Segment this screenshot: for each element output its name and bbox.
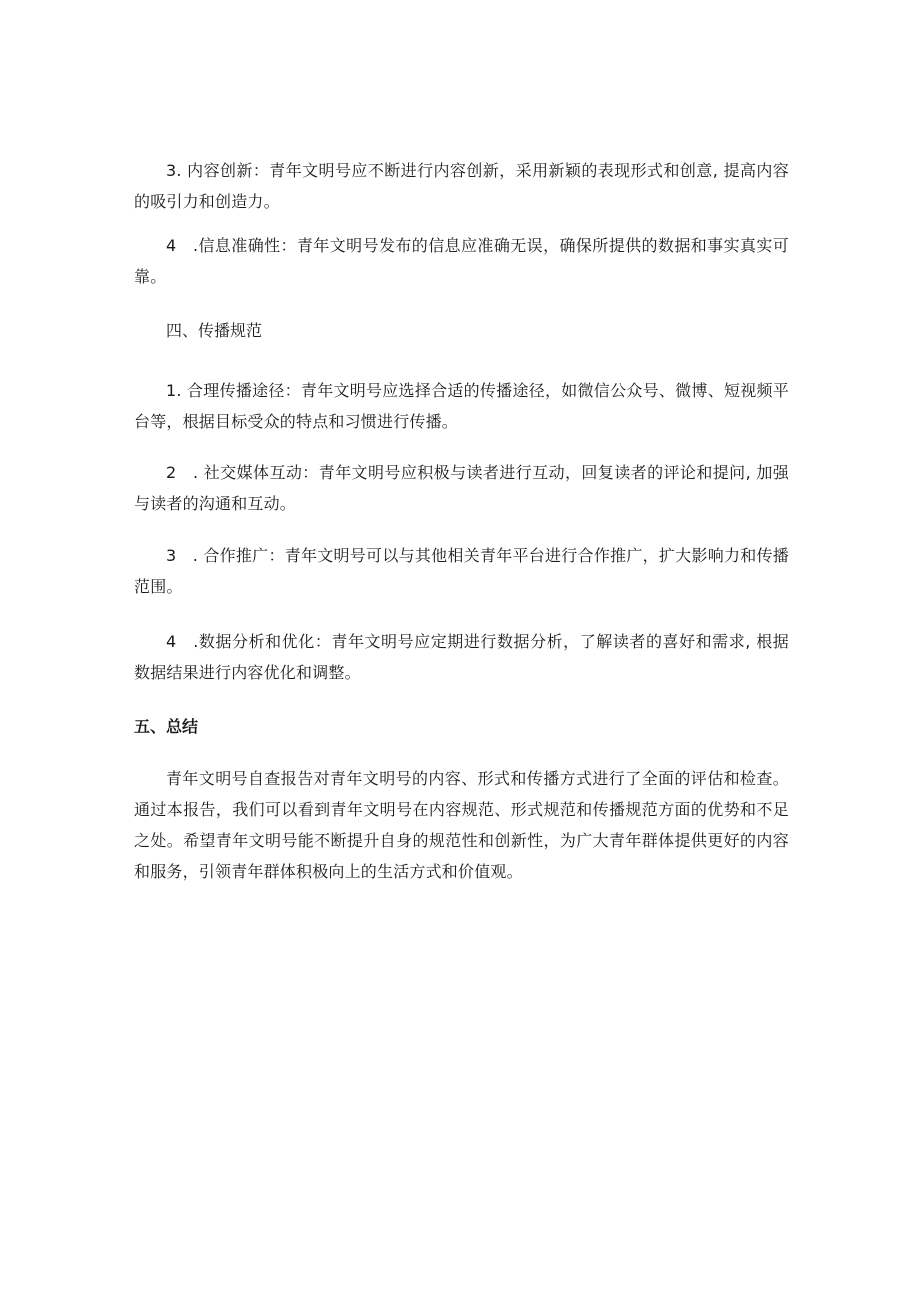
paragraph-cooperation: 3 . 合作推广：青年文明号可以与其他相关青年平台进行合作推广，扩大影响力和传播范围。 — [134, 546, 789, 596]
section-heading-spread-norms: 四、传播规范 — [166, 321, 263, 340]
paragraph-channels: 1. 合理传播途径：青年文明号应选择合适的传播途径，如微信公众号、微博、短视频平台等，根据目标受众的特点和习惯进行传播。 — [134, 381, 789, 431]
section-heading-summary: 五、总结 — [134, 717, 199, 736]
paragraph-social-interaction: 2 . 社交媒体互动：青年文明号应积极与读者进行互动，回复读者的评论和提问, 加强与读者的沟通和互动。 — [134, 463, 789, 513]
paragraph-info-accuracy: 4 .信息准确性：青年文明号发布的信息应准确无误，确保所提供的数据和事实真实可靠。 — [134, 236, 789, 286]
paragraph-content-innovation: 3. 内容创新：青年文明号应不断进行内容创新，采用新颖的表现形式和创意, 提高内容的吸引力和创造力。 — [134, 161, 789, 211]
paragraph-data-analysis: 4 .数据分析和优化：青年文明号应定期进行数据分析，了解读者的喜好和需求, 根据数据结果进行内容优化和调整。 — [134, 632, 789, 682]
paragraph-summary: 青年文明号自查报告对青年文明号的内容、形式和传播方式进行了全面的评估和检查。通过本报告，我们可以看到青年文明号在内容规范、形式规范和传播规范方面的优势和不足之处。希望青年文明号能不断提升自身的规范性和创新性，为广大青年群体提供更好的内容和服务，引领青年群体积极向上的生活方式和价值观。 — [134, 769, 789, 881]
